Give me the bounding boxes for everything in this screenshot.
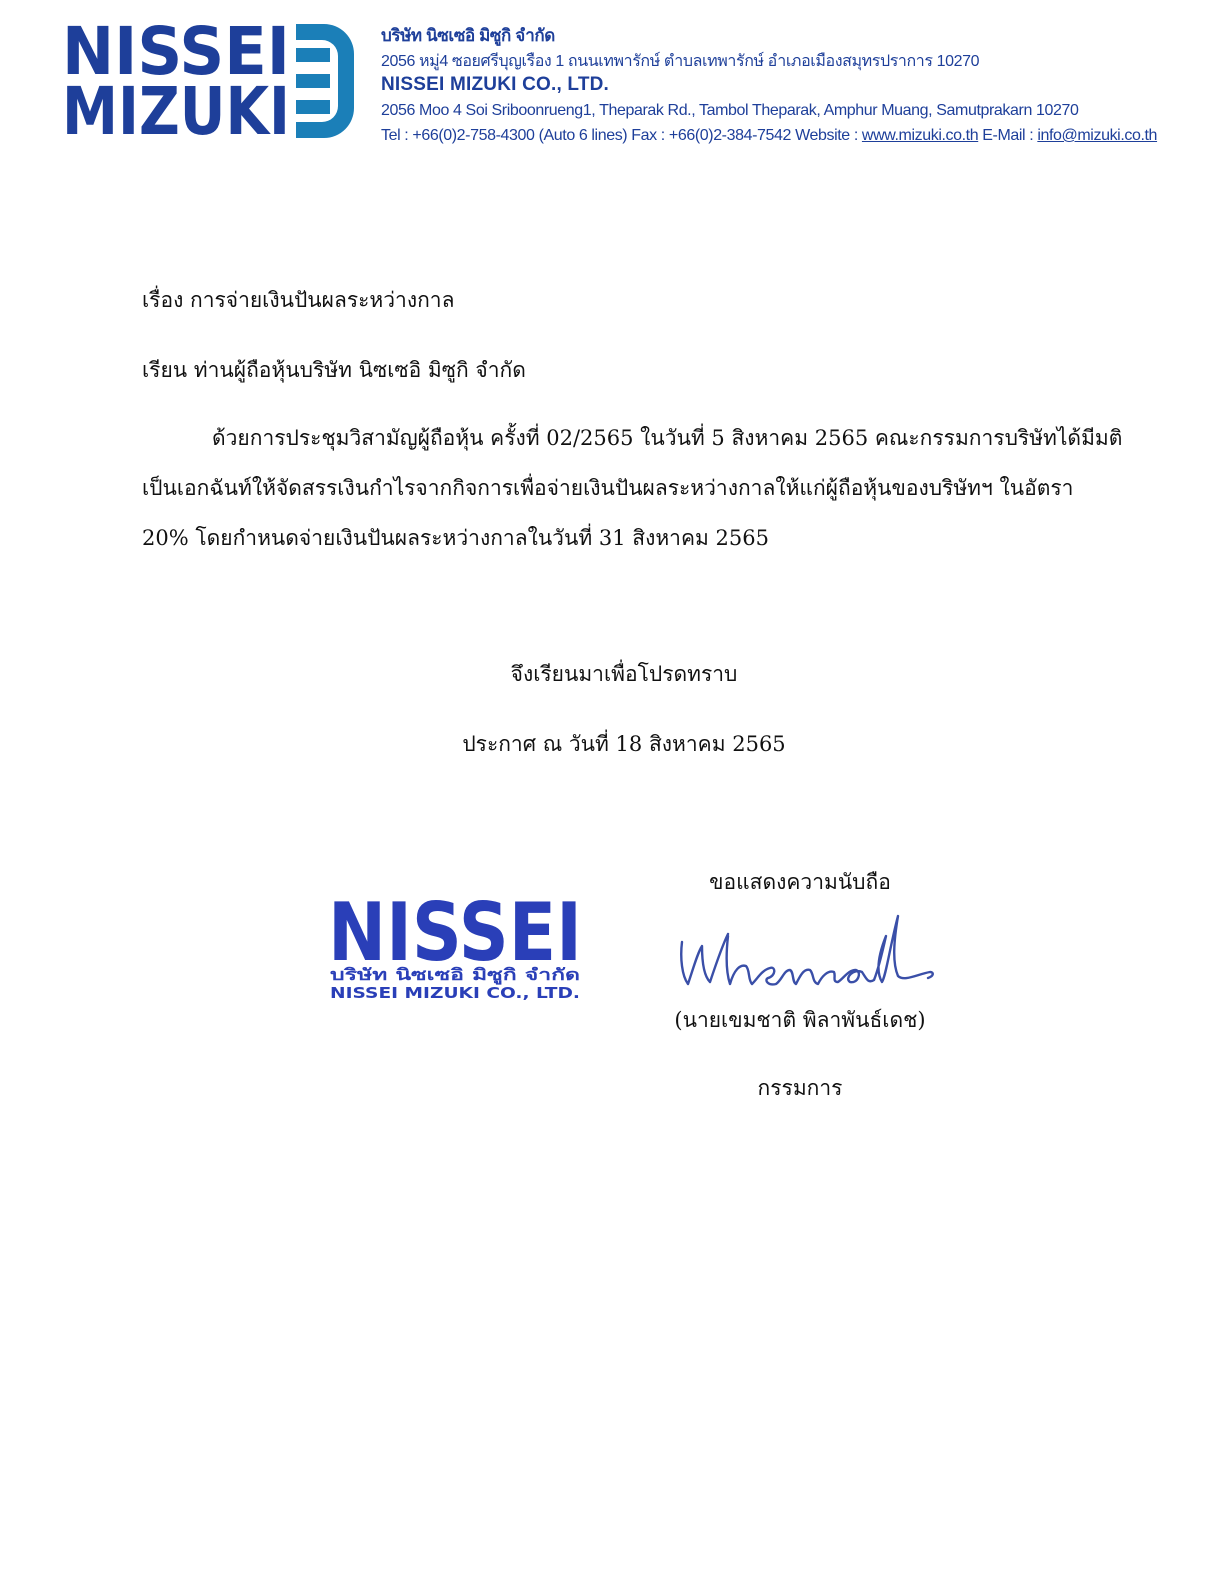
body-line-3: 20% โดยกำหนดจ่ายเงินปันผลระหว่างกาลในวันที่ 31 สิงหาคม 2565 [142, 526, 769, 550]
logo-emblem [296, 24, 354, 138]
signer-name: (นายเขมชาติ พิลาพันธ์เดช) [674, 1008, 926, 1032]
contact-phone-fax: Tel : +66(0)2-758-4300 (Auto 6 lines) Fax : +66(0)2-384-7542 Website : [381, 127, 862, 144]
logo-text-nissei: NISSEI [62, 22, 290, 90]
company-address-thai: 2056 หมู่4 ซอยศรีบุญเรือง 1 ถนนเทพารักษ์ ตำบลเทพารักษ์ อำเภอเมืองสมุทรปราการ 10270 [381, 53, 980, 70]
stamp-company-english: NISSEI MIZUKI CO., LTD. [330, 984, 580, 1002]
stamp-company-thai: บริษัท นิซเซอิ มิซูกิ จำกัด [330, 965, 504, 984]
signature [672, 906, 940, 996]
stamp-name: NISSEI [328, 890, 582, 979]
company-stamp [326, 890, 584, 1004]
announcement-date: ประกาศ ณ วันที่ 18 สิงหาคม 2565 [462, 732, 786, 756]
body-line-2: เป็นเอกฉันท์ให้จัดสรรเงินกำไรจากกิจการเพื่อจ่ายเงินปันผลระหว่างกาลให้แก่ผู้ถือหุ้นของบริษัทฯ ในอัตรา [142, 476, 1074, 500]
email-label: E-Mail : [978, 127, 1038, 144]
signer-position: กรรมการ [757, 1076, 843, 1100]
website-link[interactable]: www.mizuki.co.th [861, 127, 979, 144]
email-link[interactable]: info@mizuki.co.th [1037, 127, 1158, 144]
closing-line: จึงเรียนมาเพื่อโปรดทราบ [510, 662, 738, 686]
letter-subject: เรื่อง การจ่ายเงินปันผลระหว่างกาล [142, 288, 455, 312]
letter-salutation: เรียน ท่านผู้ถือหุ้นบริษัท นิซเซอิ มิซูกิ จำกัด [142, 358, 526, 382]
company-address-english: 2056 Moo 4 Soi Sriboonrueng1, Theparak Rd., Tambol Theparak, Amphur Muang, Samutprakarn 10270 [381, 102, 1079, 119]
regards-line: ขอแสดงความนับถือ [709, 870, 891, 894]
nissei-mizuki-logo [62, 22, 354, 140]
company-name-thai: บริษัท นิซเซอิ มิซูกิ จำกัด [381, 26, 555, 45]
logo-text-mizuki: MIZUKI [62, 73, 290, 140]
body-line-1: ด้วยการประชุมวิสามัญผู้ถือหุ้น ครั้งที่ 02/2565 ในวันที่ 5 สิงหาคม 2565 คณะกรรมการบริษัทได้มีมติ [212, 426, 1123, 450]
company-contact [381, 127, 1157, 145]
company-name-english: NISSEI MIZUKI CO., LTD. [381, 74, 610, 95]
